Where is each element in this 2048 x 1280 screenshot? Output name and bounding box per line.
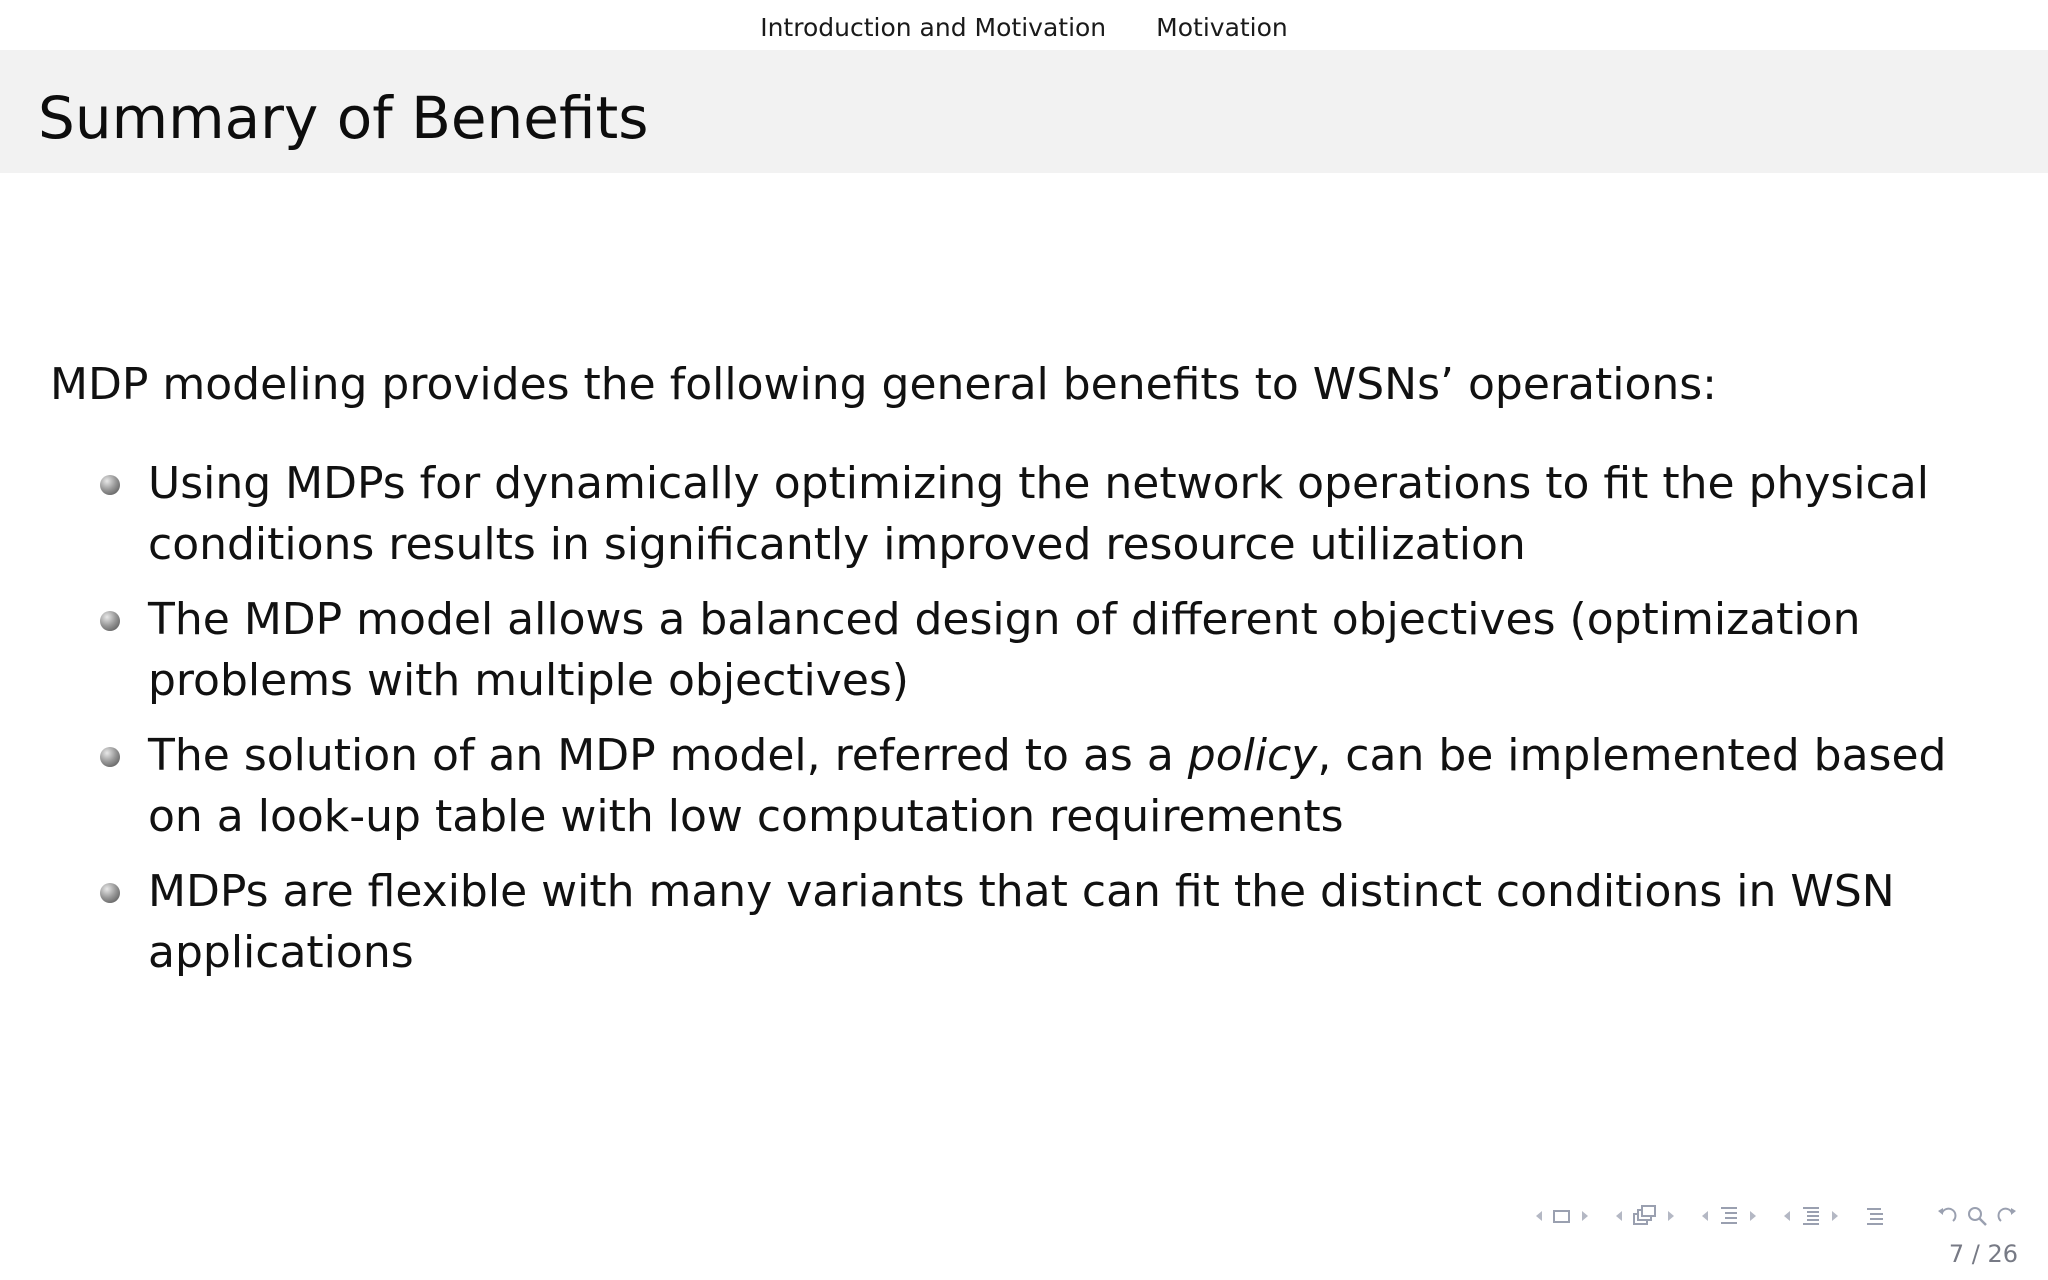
- document-nav-icon[interactable]: [1800, 1205, 1822, 1227]
- frame-nav-icon[interactable]: [1552, 1208, 1572, 1224]
- outline-icon[interactable]: [1864, 1205, 1886, 1227]
- outline-nav[interactable]: [1864, 1205, 1886, 1227]
- bullet-text: MDPs are flexible with many variants that can fit the distinct conditions in WSN applications: [148, 866, 1895, 978]
- list-item: [50, 453, 2000, 575]
- bullet-list: [50, 453, 2000, 983]
- headline-bar: [0, 0, 2048, 50]
- bullet-ball-icon: [100, 475, 120, 495]
- frame-title-bar: [0, 50, 2048, 173]
- frame-nav[interactable]: [1534, 1208, 1590, 1224]
- list-item: [50, 861, 2000, 983]
- bullet-emphasis: policy: [1187, 730, 1318, 781]
- search-tools[interactable]: [1936, 1205, 2018, 1227]
- left-arrow-icon[interactable]: [1534, 1209, 1544, 1223]
- bullet-text-before: The solution of an MDP model, referred to as a: [148, 730, 1188, 781]
- list-item: [50, 725, 2000, 847]
- right-arrow-icon[interactable]: [1830, 1209, 1840, 1223]
- left-arrow-icon[interactable]: [1782, 1209, 1792, 1223]
- right-arrow-icon[interactable]: [1580, 1209, 1590, 1223]
- headline-section[interactable]: Introduction and Motivation: [760, 12, 1107, 42]
- page-title: Summary of Benefits: [38, 84, 649, 152]
- section-nav[interactable]: [1700, 1205, 1758, 1227]
- list-item: [50, 589, 2000, 711]
- bullet-ball-icon: [100, 747, 120, 767]
- headline-subsection[interactable]: Motivation: [1156, 12, 1288, 42]
- subsection-nav-icon[interactable]: [1632, 1205, 1658, 1227]
- search-icon[interactable]: [1966, 1205, 1988, 1227]
- left-arrow-icon[interactable]: [1614, 1209, 1624, 1223]
- undo-icon[interactable]: [1936, 1205, 1958, 1227]
- intro-text: MDP modeling provides the following general benefits to WSNs’ operations:: [50, 359, 1717, 410]
- right-arrow-icon[interactable]: [1748, 1209, 1758, 1223]
- bullet-text: The MDP model allows a balanced design of different objectives (optimization problems with multiple objectives): [148, 594, 1861, 706]
- redo-icon[interactable]: [1996, 1205, 2018, 1227]
- navigation-symbols: [1520, 1205, 2018, 1227]
- bullet-text-after: , can be implemented based on a look-up table with low computation requirements: [148, 730, 1947, 842]
- document-nav[interactable]: [1782, 1205, 1840, 1227]
- right-arrow-icon[interactable]: [1666, 1209, 1676, 1223]
- bullet-ball-icon: [100, 883, 120, 903]
- subsection-nav[interactable]: [1614, 1205, 1676, 1227]
- slide-content: [50, 355, 2000, 997]
- section-nav-icon[interactable]: [1718, 1205, 1740, 1227]
- bullet-ball-icon: [100, 611, 120, 631]
- left-arrow-icon[interactable]: [1700, 1209, 1710, 1223]
- page-number: 7 / 26: [1948, 1240, 2018, 1268]
- bullet-text: Using MDPs for dynamically optimizing the network operations to fit the physical conditions results in significantly improved resource utilization: [148, 458, 1929, 570]
